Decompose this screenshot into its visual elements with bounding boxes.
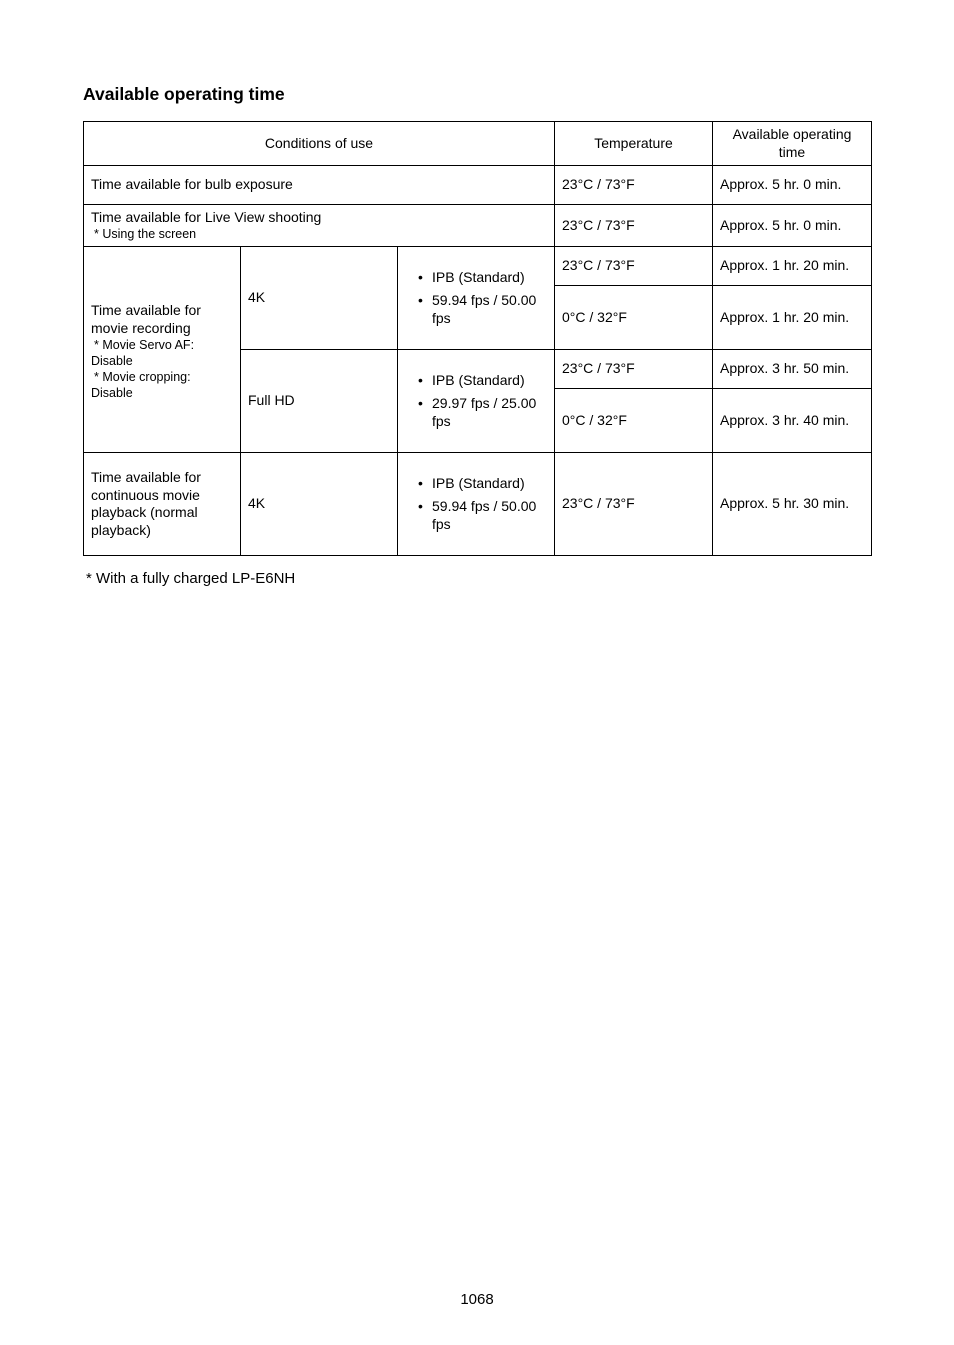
time-cell: Approx. 1 hr. 20 min.: [713, 286, 872, 350]
spec-item: • 59.94 fps / 50.00 fps: [405, 498, 547, 533]
spec-item: • 59.94 fps / 50.00 fps: [405, 292, 547, 327]
footnote: * With a fully charged LP-E6NH: [86, 570, 296, 587]
page-number: 1068: [460, 1291, 494, 1308]
table-row-playback: [84, 453, 872, 556]
movie-recording-note: * Movie Servo AF: Disable: [91, 338, 195, 368]
time-cell: Approx. 3 hr. 40 min.: [713, 389, 872, 453]
playback-label: Time available for continuous movie playback (normal playback): [84, 453, 241, 556]
table-row-bulb: [84, 166, 872, 205]
spec-list: [405, 475, 547, 534]
movie-recording-note: * Movie cropping: Disable: [91, 370, 191, 400]
spec-item: • IPB (Standard): [405, 269, 547, 287]
playback-resolution: 4K: [241, 453, 398, 556]
spec-item: • 29.97 fps / 25.00 fps: [405, 395, 547, 430]
playback-temperature: 23°C / 73°F: [555, 453, 713, 556]
table-row-live-view: [84, 205, 872, 247]
temperature-cell: 23°C / 73°F: [555, 247, 713, 286]
section-title: Available operating time: [83, 84, 285, 104]
movie-fhd-resolution: Full HD: [241, 350, 398, 453]
operating-time-table: [83, 121, 872, 556]
header-conditions: Conditions of use: [84, 122, 555, 166]
movie-recording-cell: [84, 247, 241, 453]
header-temperature: Temperature: [555, 122, 713, 166]
spec-list: [405, 372, 547, 431]
bulb-temperature: 23°C / 73°F: [555, 166, 713, 205]
movie-fhd-specs: [398, 350, 555, 453]
spec-item: • IPB (Standard): [405, 372, 547, 390]
movie-4k-specs: [398, 247, 555, 350]
live-view-temperature: 23°C / 73°F: [555, 205, 713, 247]
movie-4k-resolution: 4K: [241, 247, 398, 350]
bulb-time: Approx. 5 hr. 0 min.: [713, 166, 872, 205]
movie-recording-label: Time available for movie recording: [91, 302, 201, 336]
playback-specs: [398, 453, 555, 556]
live-view-time: Approx. 5 hr. 0 min.: [713, 205, 872, 247]
time-cell: Approx. 3 hr. 50 min.: [713, 350, 872, 389]
live-view-cell: [84, 205, 555, 247]
temperature-cell: 0°C / 32°F: [555, 389, 713, 453]
time-cell: Approx. 1 hr. 20 min.: [713, 247, 872, 286]
table-row-movie-4k-23c: [84, 247, 872, 286]
temperature-cell: 0°C / 32°F: [555, 286, 713, 350]
header-available-time: Available operating time: [713, 122, 872, 166]
playback-time: Approx. 5 hr. 30 min.: [713, 453, 872, 556]
table-header-row: [84, 122, 872, 166]
temperature-cell: 23°C / 73°F: [555, 350, 713, 389]
spec-item: • IPB (Standard): [405, 475, 547, 493]
live-view-label: Time available for Live View shooting: [91, 208, 322, 225]
bulb-label: Time available for bulb exposure: [84, 166, 555, 205]
spec-list: [405, 269, 547, 328]
live-view-note: * Using the screen: [94, 227, 197, 242]
